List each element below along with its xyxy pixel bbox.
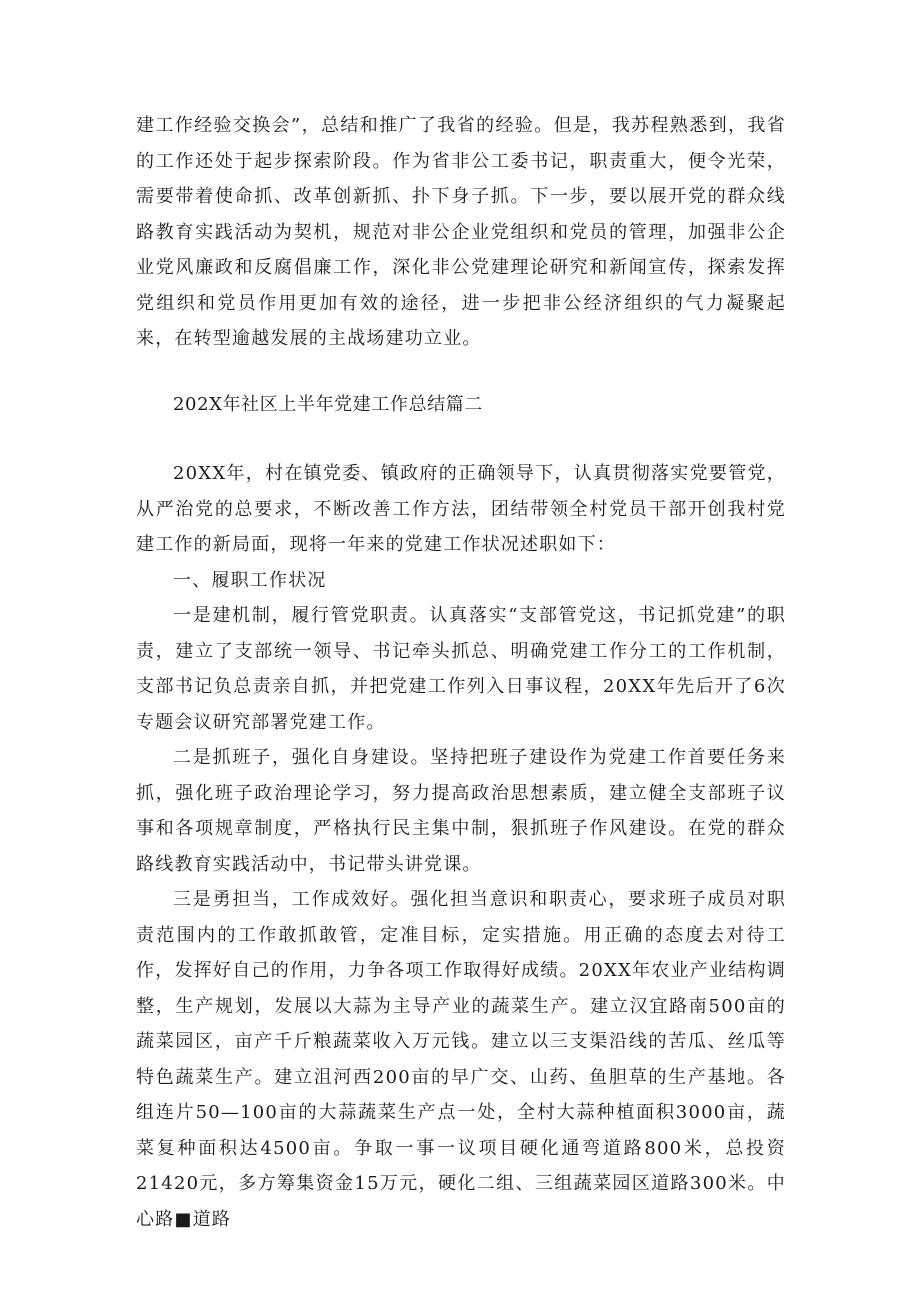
body-subheading: 一、履职工作状况 xyxy=(173,569,327,591)
document-page xyxy=(136,108,786,1237)
intro-paragraph: 建工作经验交换会”，总结和推广了我省的经验。但是，我苏程熟悉到，我省的工作还处于起步探索阶段。作为省非公工委书记，职责重大，便令光荣，需要带着使命抓、改革创新抓、扑下身子抓。下一步，要以展开党的群众线路教育实践活动为契机，规范对非公企业党组织和党员的管理，加强非公企业党风廉政和反腐倡廉工作，深化非公党建理论研究和新闻宣传，探索发挥党组织和党员作用更加有效的途径，进一步把非公经济组织的气力凝聚起来，在转型逾越发展的主战场建功立业。 xyxy=(136,115,786,349)
section-title: 202X年社区上半年党建工作总结篇二 xyxy=(173,393,483,415)
body-paragraph-responsibility: 三是勇担当，工作成效好。强化担当意识和职责心，要求班子成员对职责范围内的工作敢抓敢管，定准目标，定实措施。用正确的态度去对待工作，发挥好自己的作用，力争各项工作取得好成绩。20XX年农业产业结构调整，生产规划，发展以大蒜为主导产业的蔬菜生产。建立汉宜路南500亩的蔬菜园区，亩产千斤粮蔬菜收入万元钱。建立以三支渠沿线的苦瓜、丝瓜等特色蔬菜生产。建立沮河西200亩的早广交、山药、鱼胆草的生产基地。各组连片50—100亩的大蒜蔬菜生产点一处，全村大蒜种植面积3000亩，蔬菜复种面积达4500亩。争取一事一议项目硬化通弯道路800米，总投资21420元，多方筹集资金15万元，硬化二组、三组蔬菜园区道路300米。中心路■道路 xyxy=(136,889,786,1230)
body-paragraph-opening: 20XX年，村在镇党委、镇政府的正确领导下，认真贯彻落实党要管党，从严治党的总要求，不断改善工作方法，团结带领全村党员干部开创我村党建工作的新局面，现将一年来的党建工作状况述职如下： xyxy=(136,463,786,555)
body-paragraph-mechanism: 一是建机制，履行管党职责。认真落实“支部管党这，书记抓党建”的职责，建立了支部统一领导、书记牵头抓总、明确党建工作分工的工作机制，支部书记负总责亲自抓，并把党建工作列入日事议程，20XX年先后开了6次专题会议研究部署党建工作。 xyxy=(136,605,786,733)
body-paragraph-team: 二是抓班子，强化自身建设。坚持把班子建设作为党建工作首要任务来抓，强化班子政治理论学习，努力提高政治思想素质，建立健全支部班子议事和各项规章制度，严格执行民主集中制，狠抓班子作风建设。在党的群众路线教育实践活动中，书记带头讲党课。 xyxy=(136,747,786,875)
